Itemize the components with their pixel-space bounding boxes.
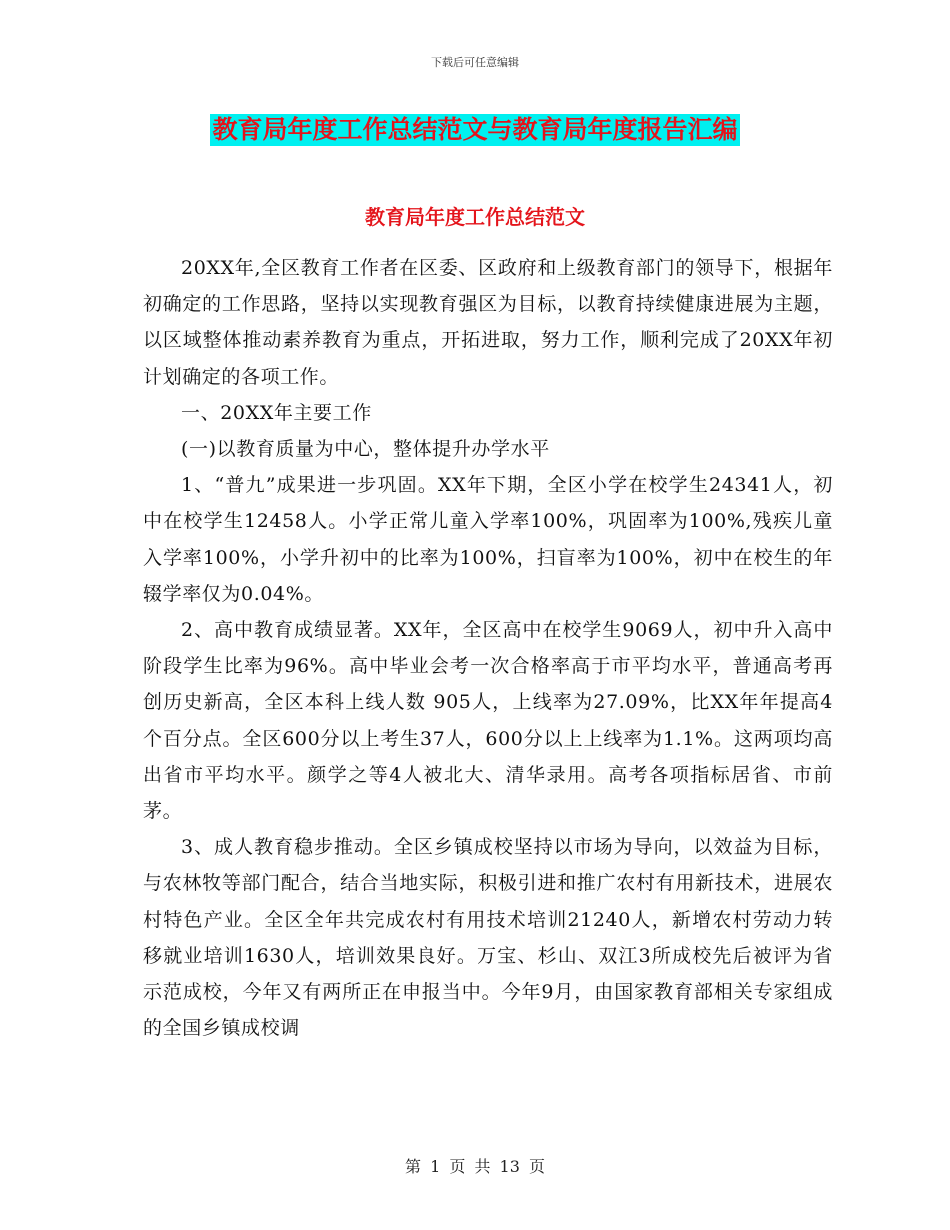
document-body [143, 250, 833, 1046]
heading-main-work: 一、20XX年主要工作 [181, 401, 372, 424]
page-footer: 第 1 页 共 13 页 [405, 1157, 545, 1176]
document-title: 教育局年度工作总结范文与教育局年度报告汇编 [212, 115, 738, 144]
document-title-container [0, 114, 950, 146]
paragraph-high-school: 2、高中教育成绩显著。XX年，全区高中在校学生9069人，初中升入高中阶段学生比率为96%。高中毕业会考一次合格率高于市平均水平，普通高考再创历史新高，全区本科上线人数 905人，上线率为27.09%，比XX年年提高4个百分点。全区600分以上考生37人，600分以上上线率为1.1%。这两项均高出省市平均水平。颜学之等4人被北大、清华录用。高考各项指标居省、市前茅。 [143, 619, 833, 823]
paragraph-adult-education: 3、成人教育稳步推动。全区乡镇成校坚持以市场为导向，以效益为目标，与农林牧等部门配合，结合当地实际，积极引进和推广农村有用新技术，进展农村特色产业。全区全年共完成农村有用技术培训21240人，新增农村劳动力转移就业培训1630人，培训效果良好。万宝、杉山、双江3所成校先后被评为省示范成校，今年又有两所正在申报当中。今年9月，由国家教育部相关专家组成的全国乡镇成校调 [143, 836, 833, 1040]
section-title: 教育局年度工作总结范文 [365, 205, 585, 229]
subheading-education-quality: (一)以教育质量为中心，整体提升办学水平 [181, 438, 550, 461]
header-note: 下载后可任意编辑 [431, 56, 519, 69]
paragraph-intro: 20XX年,全区教育工作者在区委、区政府和上级教育部门的领导下，根据年初确定的工作思路，坚持以实现教育强区为目标，以教育持续健康进展为主题，以区域整体推动素养教育为重点，开拓进取，努力工作，顺利完成了20XX年初计划确定的各项工作。 [143, 257, 833, 388]
paragraph-compulsory-education: 1、“普九”成果进一步巩固。XX年下期，全区小学在校学生24341人，初中在校学生12458人。小学正常儿童入学率100%，巩固率为100%,残疾儿童入学率100%，小学升初中的比率为100%，扫盲率为100%，初中在校生的年辍学率仅为0.04%。 [143, 474, 833, 605]
